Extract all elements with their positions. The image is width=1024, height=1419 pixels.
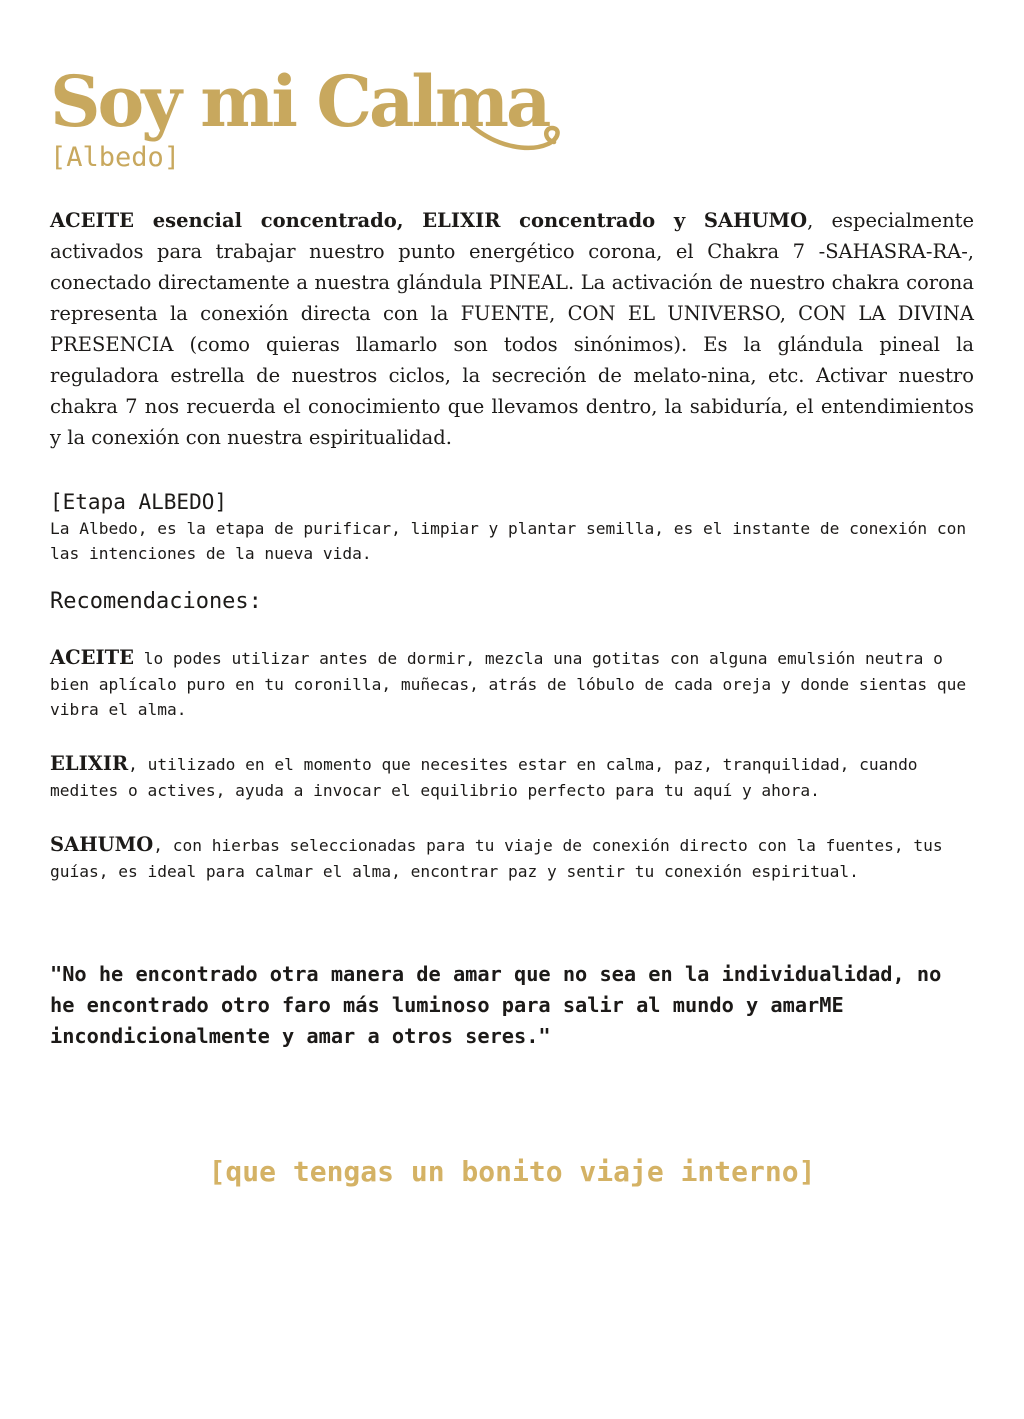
recommendation-aceite xyxy=(50,645,974,723)
page-title: Soy mi Calma xyxy=(50,60,549,143)
etapa-heading: [Etapa ALBEDO] xyxy=(50,490,228,514)
farewell-message: [que tengas un bonito viaje interno] xyxy=(208,1155,816,1188)
intro-paragraph xyxy=(50,205,974,453)
etapa-body: La Albedo, es la etapa de purificar, limpiar y plantar semilla, es el instante de conexión con las intenciones de la nueva vida. xyxy=(50,519,967,563)
recommendation-label: ACEITE xyxy=(50,646,135,669)
recommendation-sahumo xyxy=(50,832,974,884)
recommendation-label: SAHUMO xyxy=(50,833,154,856)
page-subtitle: [Albedo] xyxy=(50,142,181,173)
recommendation-label: ELIXIR xyxy=(50,752,129,775)
closing-quote: "No he encontrado otra manera de amar que no sea en la individualidad, no he encontrado otro faro más luminoso para salir al mundo y amarME incondicionalmente y amar a otros seres." xyxy=(50,962,942,1048)
recommendations-heading: Recomendaciones: xyxy=(50,589,262,614)
title-swash-decoration xyxy=(468,118,564,158)
intro-bold-products: ACEITE esencial concentrado, ELIXIR concentrado y SAHUMO xyxy=(50,209,808,232)
recommendation-text: , utilizado en el momento que necesites estar en calma, paz, tranquilidad, cuando medites o actives, ayuda a invocar el equilibrio perfecto para tu aquí y ahora. xyxy=(50,755,918,800)
intro-text: , especialmente activados para trabajar nuestro punto energético corona, el Chakra 7 -SAHASRA-RA-, conectado directamente a nuestra glándula PINEAL. La activación de nuestro chakra corona representa la conexión directa con la FUENTE, CON EL UNIVERSO, CON LA DIVINA PRESENCIA (como quieras llamarlo son todos sinónimos). Es la glándula pineal la reguladora estrella de nuestros ciclos, la secreción de melato-nina, etc. Activar nuestro chakra 7 nos recuerda el conocimiento que llevamos dentro, la sabiduría, el entendimientos y la conexión con nuestra espiritualidad. xyxy=(50,209,975,449)
recommendation-text: , con hierbas seleccionadas para tu viaje de conexión directo con la fuentes, tus guías, es ideal para calmar el alma, encontrar paz y sentir tu conexión espiritual. xyxy=(50,836,943,881)
recommendation-text: lo podes utilizar antes de dormir, mezcla una gotitas con alguna emulsión neutra o bien aplícalo puro en tu coronilla, muñecas, atrás de lóbulo de cada oreja y donde sientas que vibra el alma. xyxy=(50,649,967,719)
recommendation-elixir xyxy=(50,751,974,803)
